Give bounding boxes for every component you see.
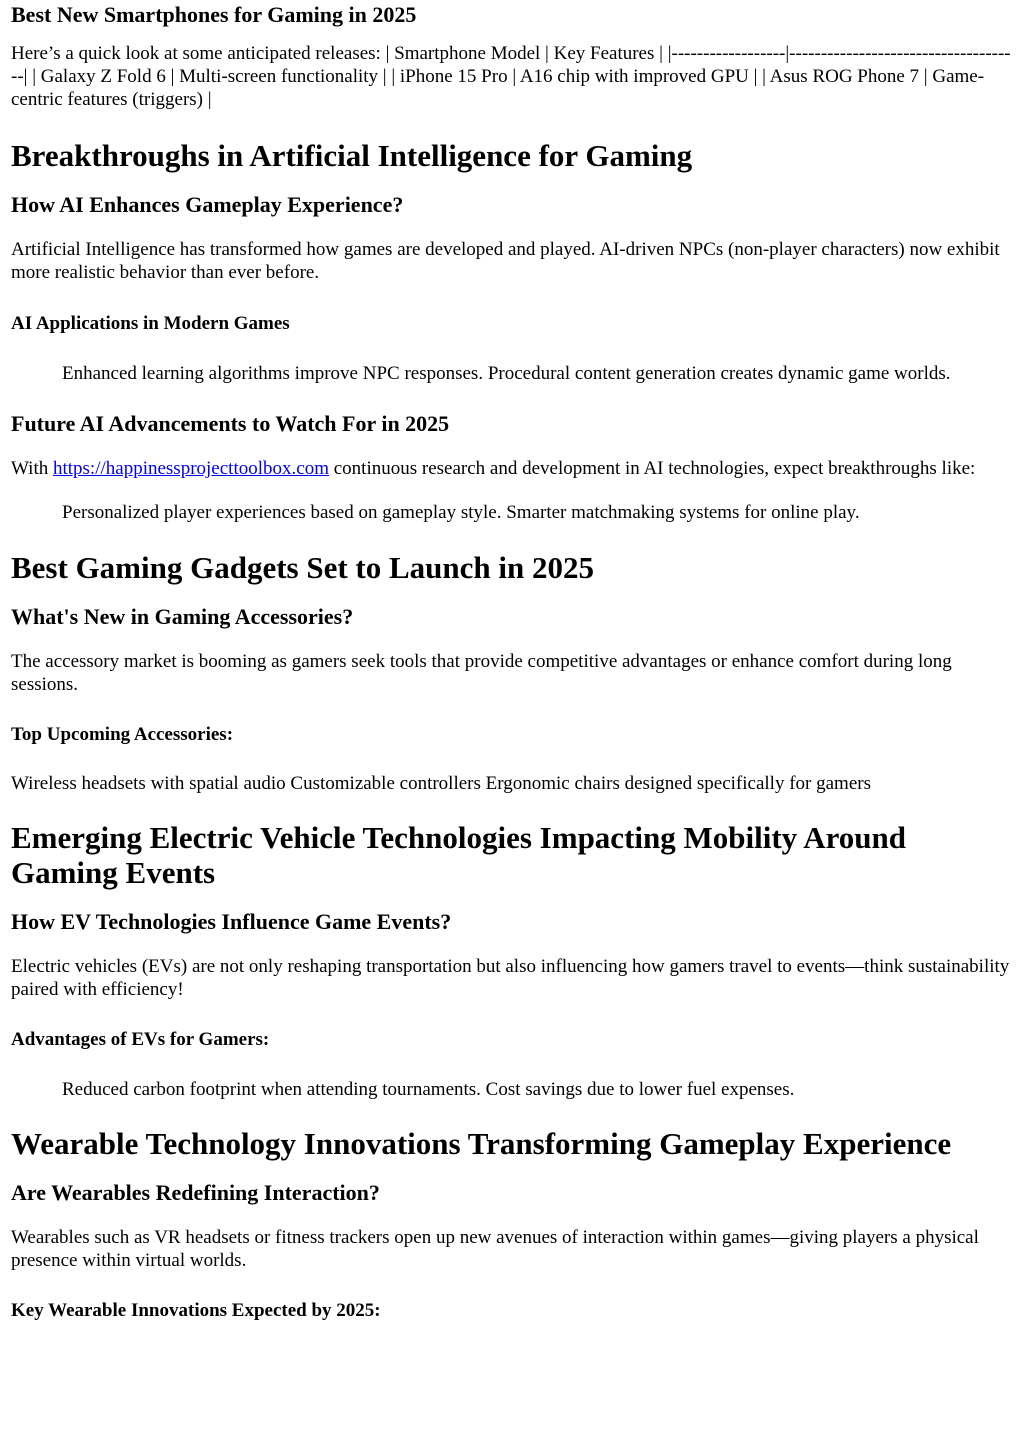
smartphones-heading: Best New Smartphones for Gaming in 2025 — [11, 2, 417, 27]
ai-future-subheading: Future AI Advancements to Watch For in 2025 — [11, 411, 450, 436]
ev-advantages-subheading: Advantages of EVs for Gamers: — [11, 1029, 270, 1050]
ai-future-prefix: With — [11, 458, 53, 479]
ai-gameplay-paragraph: Artificial Intelligence has transformed how games are developed and played. AI-driven NPCs (non-player characters) now exhibit more realistic behavior than ever before. — [11, 239, 1000, 283]
smartphones-table-text: Here’s a quick look at some anticipated releases: | Smartphone Model | Key Features | |------------------|-------------------------------------| | Galaxy Z Fold 6 | Multi-screen functionality | | iPhone 15 Pro | A16 chip with improved GPU | | Asus ROG Phone 7 | Game-centric features (triggers) | — [11, 43, 1011, 110]
ev-events-subheading: How EV Technologies Influence Game Events? — [11, 909, 452, 934]
ai-gameplay-subheading: How AI Enhances Gameplay Experience? — [11, 192, 404, 217]
wearables-heading: Wearable Technology Innovations Transforming Gameplay Experience — [11, 1126, 952, 1161]
wearables-interaction-paragraph: Wearables such as VR headsets or fitness trackers open up new avenues of interaction within games—giving players a physical presence within virtual worlds. — [11, 1227, 979, 1271]
ai-applications-subheading: AI Applications in Modern Games — [11, 313, 290, 334]
happiness-toolbox-link[interactable]: https://happinessprojecttoolbox.com — [52, 458, 329, 479]
ai-future-suffix: continuous research and development in AI technologies, expect breakthroughs like: — [328, 458, 976, 479]
gadgets-upcoming-paragraph: Wireless headsets with spatial audio Customizable controllers Ergonomic chairs designed specifically for gamers — [11, 773, 871, 794]
ai-applications-quote: Enhanced learning algorithms improve NPC responses. Procedural content generation creates dynamic game worlds. — [62, 363, 951, 384]
ev-events-paragraph: Electric vehicles (EVs) are not only reshaping transportation but also influencing how gamers travel to events—think sustainability paired with efficiency! — [11, 956, 1010, 1000]
gadgets-accessories-subheading: What's New in Gaming Accessories? — [11, 604, 354, 629]
ev-advantages-quote: Reduced carbon footprint when attending tournaments. Cost savings due to lower fuel expenses. — [62, 1079, 795, 1100]
ai-future-paragraph — [11, 457, 1013, 480]
article-page — [0, 2, 1024, 1322]
ai-future-quote: Personalized player experiences based on gameplay style. Smarter matchmaking systems for online play. — [62, 502, 860, 523]
gadgets-accessories-paragraph: The accessory market is booming as gamers seek tools that provide competitive advantages or enhance comfort during long sessions. — [11, 651, 952, 695]
ev-heading: Emerging Electric Vehicle Technologies Impacting Mobility Around Gaming Events — [11, 820, 907, 890]
gadgets-heading: Best Gaming Gadgets Set to Launch in 2025 — [11, 550, 595, 585]
gadgets-upcoming-subheading: Top Upcoming Accessories: — [11, 724, 234, 745]
wearables-innovations-subheading: Key Wearable Innovations Expected by 2025: — [11, 1300, 381, 1321]
ai-heading: Breakthroughs in Artificial Intelligence for Gaming — [11, 138, 693, 173]
wearables-interaction-subheading: Are Wearables Redefining Interaction? — [11, 1180, 380, 1205]
